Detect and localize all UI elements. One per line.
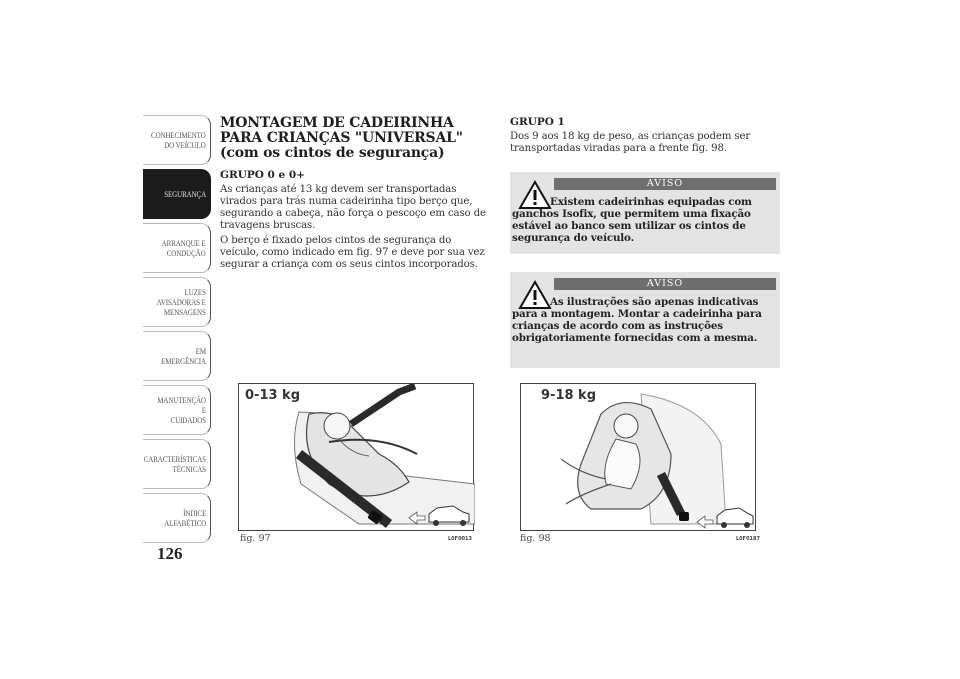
warning-text: As ilustrações são apenas indicativas para a montagem. Montar a cadeirinha para crianças de acordo com as instruções obrigatoriamente fornecidas com a mesma. [512,296,762,344]
left-column [220,116,492,274]
paragraph: Dos 9 aos 18 kg de peso, as crianças podem ser transportadas viradas para a frente fig. 98. [510,131,751,154]
tab-emergencia[interactable] [143,331,211,381]
tab-label: CARACTERÍSTICAS TÉCNICAS [143,454,206,474]
tab-label: CONHECIMENTO DO VEÍCULO [151,130,206,150]
tab-label: MANUTENÇÃO E CUIDADOS [157,395,206,425]
figure-caption: fig. 97 [240,533,271,544]
section-title: MONTAGEM DE CADEIRINHA PARA CRIANÇAS "UNIVERSAL" (com os cintos de segurança) [220,115,463,161]
page-number: 126 [157,544,183,563]
tab-label: LUZES AVISADORAS E MENSAGENS [156,287,206,317]
tab-indice[interactable] [143,493,211,543]
figure-code: L0F0187 [736,536,760,542]
tab-label: ARRANQUE E CONDUÇÃO [162,238,206,258]
figure-code: L0F0013 [448,536,472,542]
child-seat-illustration [521,384,757,532]
warning-text: Existem cadeirinhas equipadas com ganchos Isofix, que permitem uma fixação estável ao banco sem utilizar os cintos de segurança do veículo. [512,196,752,244]
warning-box [510,272,780,368]
tab-manutencao[interactable] [143,385,211,435]
figure-98 [520,383,756,531]
tab-seguranca[interactable] [143,169,211,219]
tab-label: ÍNDICE ALFABÉTICO [163,508,206,528]
paragraph: O berço é fixado pelos cintos de segurança do veículo, como indicado em fig. 97 e deve por sua vez segurar a criança com os seus cintos incorporados. [220,235,485,270]
tab-arranque[interactable] [143,223,211,273]
tab-label: SEGURANÇA [164,189,206,199]
right-column [510,116,782,158]
warning-heading: AVISO [554,178,776,190]
weight-label: 0-13 kg [245,388,301,403]
warning-box [510,172,780,254]
tab-label: EM EMERGÊNCIA [161,346,206,366]
group-heading: GRUPO 0 e 0+ [220,169,305,181]
figure-97 [238,383,474,531]
infant-carrier-illustration [239,384,475,532]
group-heading: GRUPO 1 [510,116,565,128]
tab-luzes[interactable] [143,277,211,327]
weight-label: 9-18 kg [541,388,597,403]
tab-caracteristicas[interactable] [143,439,211,489]
warning-heading: AVISO [554,278,776,290]
figure-caption: fig. 98 [520,533,551,544]
paragraph: As crianças até 13 kg devem ser transportadas virados para trás numa cadeirinha tipo berço que, segurando a cabeça, não força o pescoço em caso de travagens bruscas. [220,184,486,231]
tab-conhecimento[interactable] [143,115,211,165]
